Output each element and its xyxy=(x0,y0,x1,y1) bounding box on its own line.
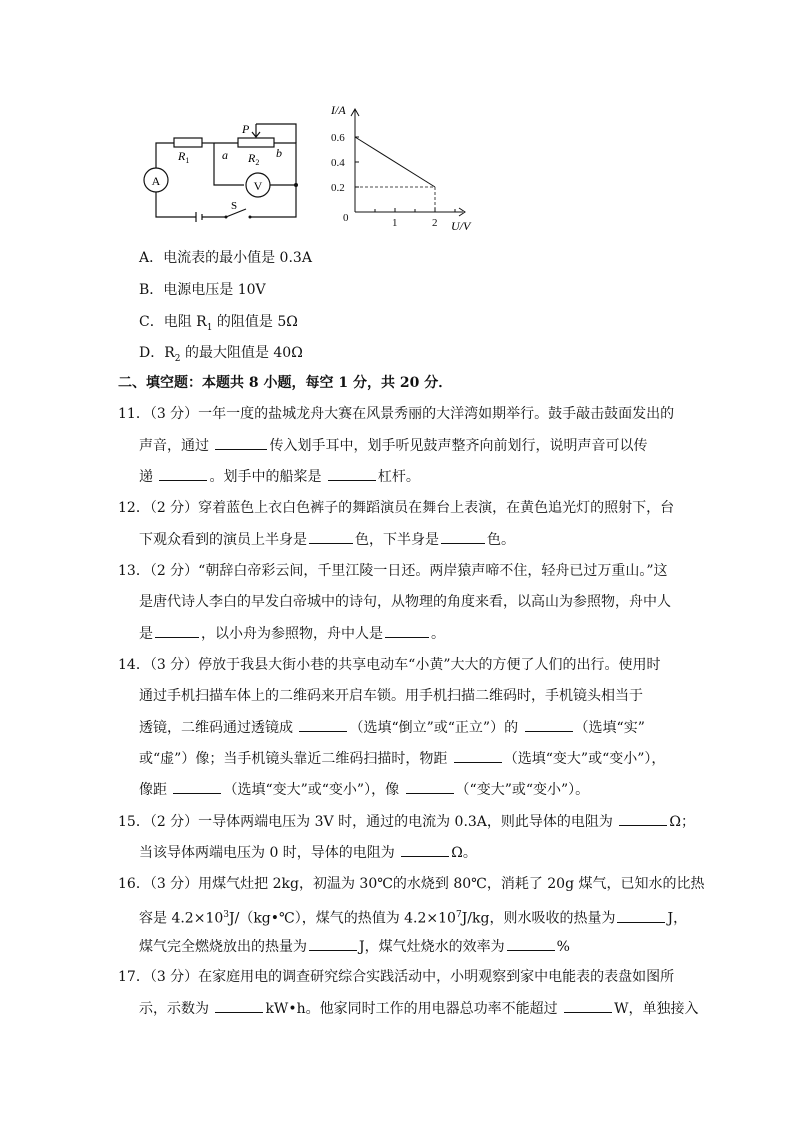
q14-blank3[interactable] xyxy=(454,748,502,763)
wire-left-top xyxy=(156,143,174,168)
q16-line2: 容是 $4.2\times 10^3J/(kg•℃)$，煤气的热值为 $4.2\times 10^7J/kg$，则水吸收的热量为 J， xyxy=(139,905,687,929)
q14-line3: 透镜，二维码通过透镜成 （选填“倒立”或“正立”）的 （选填“实” xyxy=(139,717,645,738)
q14-blank1[interactable] xyxy=(299,717,347,732)
y-tick-label: 0.4 xyxy=(331,157,345,169)
q12-line1: 12．（2 分）穿着蓝色上衣白色裤子的舞蹈演员在舞台上表演，在黄色追光灯的照射下，台 xyxy=(118,500,675,516)
q12-line2: 下观众看到的演员上半身是 色，下半身是 色。 xyxy=(139,529,515,550)
q11-line2: 声音，通过 传入划手耳中，划手听见鼓声整齐向前划行，说明声音可以传 xyxy=(139,435,647,456)
q11-blank2[interactable] xyxy=(159,466,207,481)
q17-blank1[interactable] xyxy=(215,998,263,1013)
q15-line2: 当该导体两端电压为 0 时，导体的电阻为 Ω。 xyxy=(139,842,477,863)
q14-line4: 或“虚”）像；当手机镜头靠近二维码扫描时，物距 （选填“变大”或“变小”）， xyxy=(139,748,665,769)
option-b: B．电源电压是 10V xyxy=(139,282,266,298)
option-d: D．$R_2$ 的最大阻值是 40Ω xyxy=(139,345,303,364)
q17-blank2[interactable] xyxy=(564,998,612,1013)
iu-graph xyxy=(325,100,475,235)
q15-line1: 15．（2 分）一导体两端电压为 3V 时，通过的电流为 0.3A，则此导体的电阻为 Ω； xyxy=(118,811,695,832)
q14-line2: 通过手机扫描车体上的二维码来开启车锁。用手机扫描二维码时，手机镜头相当于 xyxy=(139,688,643,704)
q13-blank1[interactable] xyxy=(155,623,199,638)
x-axis-label: U/V xyxy=(451,219,471,233)
point-b-label: b xyxy=(276,146,282,160)
section-title: 二、填空题：本题共 8 小题，每空 1 分，共 20 分． xyxy=(118,375,453,391)
option-c: C．电阻 $R_1$ 的阻值是 5Ω xyxy=(139,314,298,333)
r2-label: R xyxy=(248,151,256,165)
q13-line1: 13．（2 分）“朝辞白帝彩云间，千里江陵一日还。两岸猿声啼不住，轻舟已过万重山。”这 xyxy=(118,563,668,579)
q17-line2: 示，示数为 kW•h。他家同时工作的用电器总功率不能超过 W，单独接入 xyxy=(139,998,698,1019)
q14-blank2[interactable] xyxy=(525,717,573,732)
q17-line1: 17．（3 分）在家庭用电的调查研究综合实践活动中，小明观察到家中电能表的表盘如图所 xyxy=(118,969,675,985)
q11-blank3[interactable] xyxy=(328,466,376,481)
q14-blank5[interactable] xyxy=(406,779,454,794)
q14-blank4[interactable] xyxy=(173,779,221,794)
circuit-diagram xyxy=(138,112,308,227)
q11-line3: 递 。划手中的船桨是 杠杆。 xyxy=(139,466,420,487)
x-tick-label: 2 xyxy=(432,217,438,229)
r1-label: R xyxy=(178,149,186,163)
q13-line2: 是唐代诗人李白的早发白帝城中的诗句，从物理的角度来看，以高山为参照物，舟中人 xyxy=(139,594,671,610)
resistor-r1 xyxy=(174,138,202,147)
q14-line5: 像距 （选填“变大”或“变小”），像 （“变大”或“变小”）。 xyxy=(139,779,589,800)
q12-blank1[interactable] xyxy=(309,529,353,544)
q11-blank1[interactable] xyxy=(215,435,267,450)
q13-line3: 是 ，以小舟为参照物，舟中人是 。 xyxy=(139,623,445,644)
q15-blank2[interactable] xyxy=(401,842,449,857)
iu-line xyxy=(355,137,435,187)
point-a-label: a xyxy=(222,148,228,162)
q12-blank2[interactable] xyxy=(441,529,485,544)
q16-blank2[interactable] xyxy=(309,936,357,951)
x-tick-label: 1 xyxy=(392,217,398,229)
voltmeter-label: V xyxy=(253,179,263,193)
q13-blank2[interactable] xyxy=(385,623,429,638)
switch-label: S xyxy=(231,200,238,212)
y-tick-label: 0.6 xyxy=(331,132,345,144)
svg-text:R2: $R_2$ xyxy=(248,151,260,167)
q15-blank1[interactable] xyxy=(619,811,667,826)
q16-blank1[interactable] xyxy=(617,908,665,923)
y-axis-label: I/A xyxy=(331,103,346,117)
q16-blank3[interactable] xyxy=(507,936,555,951)
ammeter-label: A xyxy=(151,174,161,188)
resistor-r2 xyxy=(238,138,274,147)
q11-line1: 11．（3 分）一年一度的盐城龙舟大赛在风景秀丽的大洋湾如期举行。鼓手敲击鼓面发出的 xyxy=(118,406,675,422)
x-tick-label: 0 xyxy=(343,212,349,224)
q14-line1: 14．（3 分）停放于我县大街小巷的共享电动车“小黄”大大的方便了人们的出行。使用时 xyxy=(118,657,661,673)
q16-line3: 煤气完全燃烧放出的热量为 J，煤气灶烧水的效率为 % xyxy=(139,936,570,957)
svg-text:R1: $R_1$ xyxy=(178,149,190,165)
y-tick-label: 0.2 xyxy=(331,182,345,194)
slider-p-label: P xyxy=(242,122,250,136)
option-a: A．电流表的最小值是 0.3A xyxy=(139,250,312,266)
q16-line1: 16．（3 分）用煤气灶把 2kg，初温为 30℃的水烧到 80℃，消耗了 20g 煤气，已知水的比热 xyxy=(118,876,705,892)
